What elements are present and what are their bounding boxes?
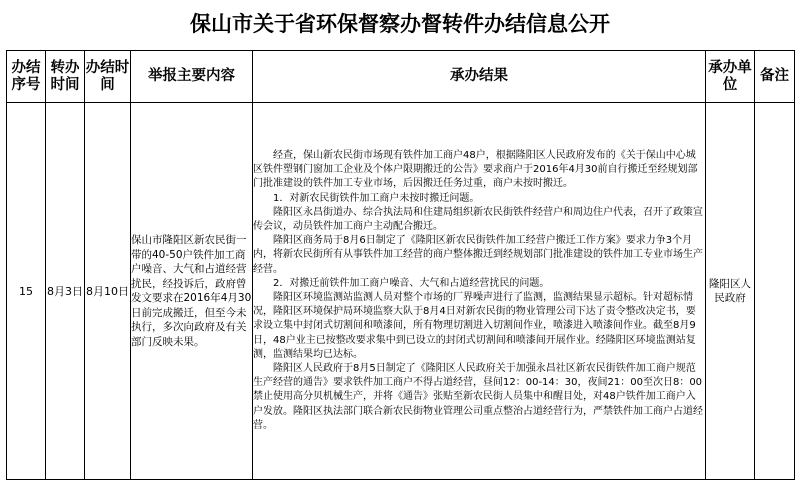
cell-transfer-time: 8月3日 [46, 103, 85, 480]
result-paragraph: 隆阳区环境监测站监测人员对整个市场的厂界噪声进行了监测，监测结果显示超标。针对超标情况，隆阳区环境保护局环境监察大队于8月4日对新农民街的物业管理公司下达了责令整改决定书，要求设立集中封闭式切割间和喷漆间，所有物理切割进入切割间作业，喷漆进入喷漆间作业。截至8月9日，48户业主已按整改要求集中到已设立的封闭式切割间和喷漆间开展作业。经隆阳区环境监测站复测，监测结果均已达标。 [253, 292, 696, 360]
header-done-time: 办结时间 [85, 51, 131, 103]
result-paragraph: 隆阳区人民政府于8月5日制定了《隆阳区人民政府关于加强永昌社区新农民街铁件加工商户规范生产经营的通告》要求铁件加工商户不得占道经营，昼间12：00-14：30，夜间21：00至次日8：00禁止使用高分贝机械生产，并将《通告》张贴至新农民街人员集中和醒目处，对48户铁件加工商户入户发放。隆阳区执法部门联合新农民街物业管理公司重点整治占道经营行为，严禁铁件加工商户占道经营。 [253, 363, 703, 431]
cell-seq: 15 [7, 103, 46, 480]
cell-result [253, 103, 706, 480]
info-table [6, 50, 795, 480]
header-result: 承办结果 [253, 51, 706, 103]
result-paragraph: 隆阳区永昌街道办、综合执法局和住建局组织新农民街铁件经营户和周边住户代表，召开了政策宣传会议，动员铁件加工商户主动配合搬迁。 [253, 206, 703, 232]
cell-done-time: 8月10日 [85, 103, 131, 480]
result-paragraph: 经查，保山新农民街市场现有铁件加工商户48户，根据隆阳区人民政府发布的《关于保山中心城区铁件塑钢门窗加工企业及个体户限期搬迁的公告》要求商户于2016年4月30前自行搬迁至经规划部门批准建设的铁件加工专业市场，后因搬迁任务过重，商户未按时搬迁。 [253, 149, 698, 190]
result-paragraph: 2．对搬迁前铁件加工商户噪音、大气和占道经营扰民的问题。 [273, 277, 550, 289]
header-row [7, 51, 795, 103]
header-transfer-time: 转办时间 [46, 51, 85, 103]
table-row [7, 103, 795, 480]
header-remark: 备注 [755, 51, 795, 103]
cell-remark [755, 103, 795, 480]
header-report: 举报主要内容 [131, 51, 253, 103]
cell-unit: 隆阳区人民政府 [706, 103, 755, 480]
header-seq: 办结序号 [7, 51, 46, 103]
result-paragraph: 隆阳区商务局于8月6日制定了《隆阳区新农民街铁件加工经营户搬迁工作方案》要求力争3个月内，将新农民街所有从事铁件加工经营的商户整体搬迁到经规划部门批准建设的铁件加工专业市场生产经营。 [253, 235, 703, 275]
page-title: 保山市关于省环保督察办督转件办结信息公开 [190, 12, 610, 36]
result-paragraph: 1．对新农民街铁件加工商户未按时搬迁问题。 [273, 192, 480, 204]
header-unit: 承办单位 [706, 51, 755, 103]
cell-report: 保山市隆阳区新农民街一带的40-50户铁件加工商户噪音、大气和占道经营扰民，经投诉后，政府曾发文要求在2016年4月30日前完成搬迁，但至今未执行，多次向政府及有关部门反映未果。 [131, 103, 253, 480]
